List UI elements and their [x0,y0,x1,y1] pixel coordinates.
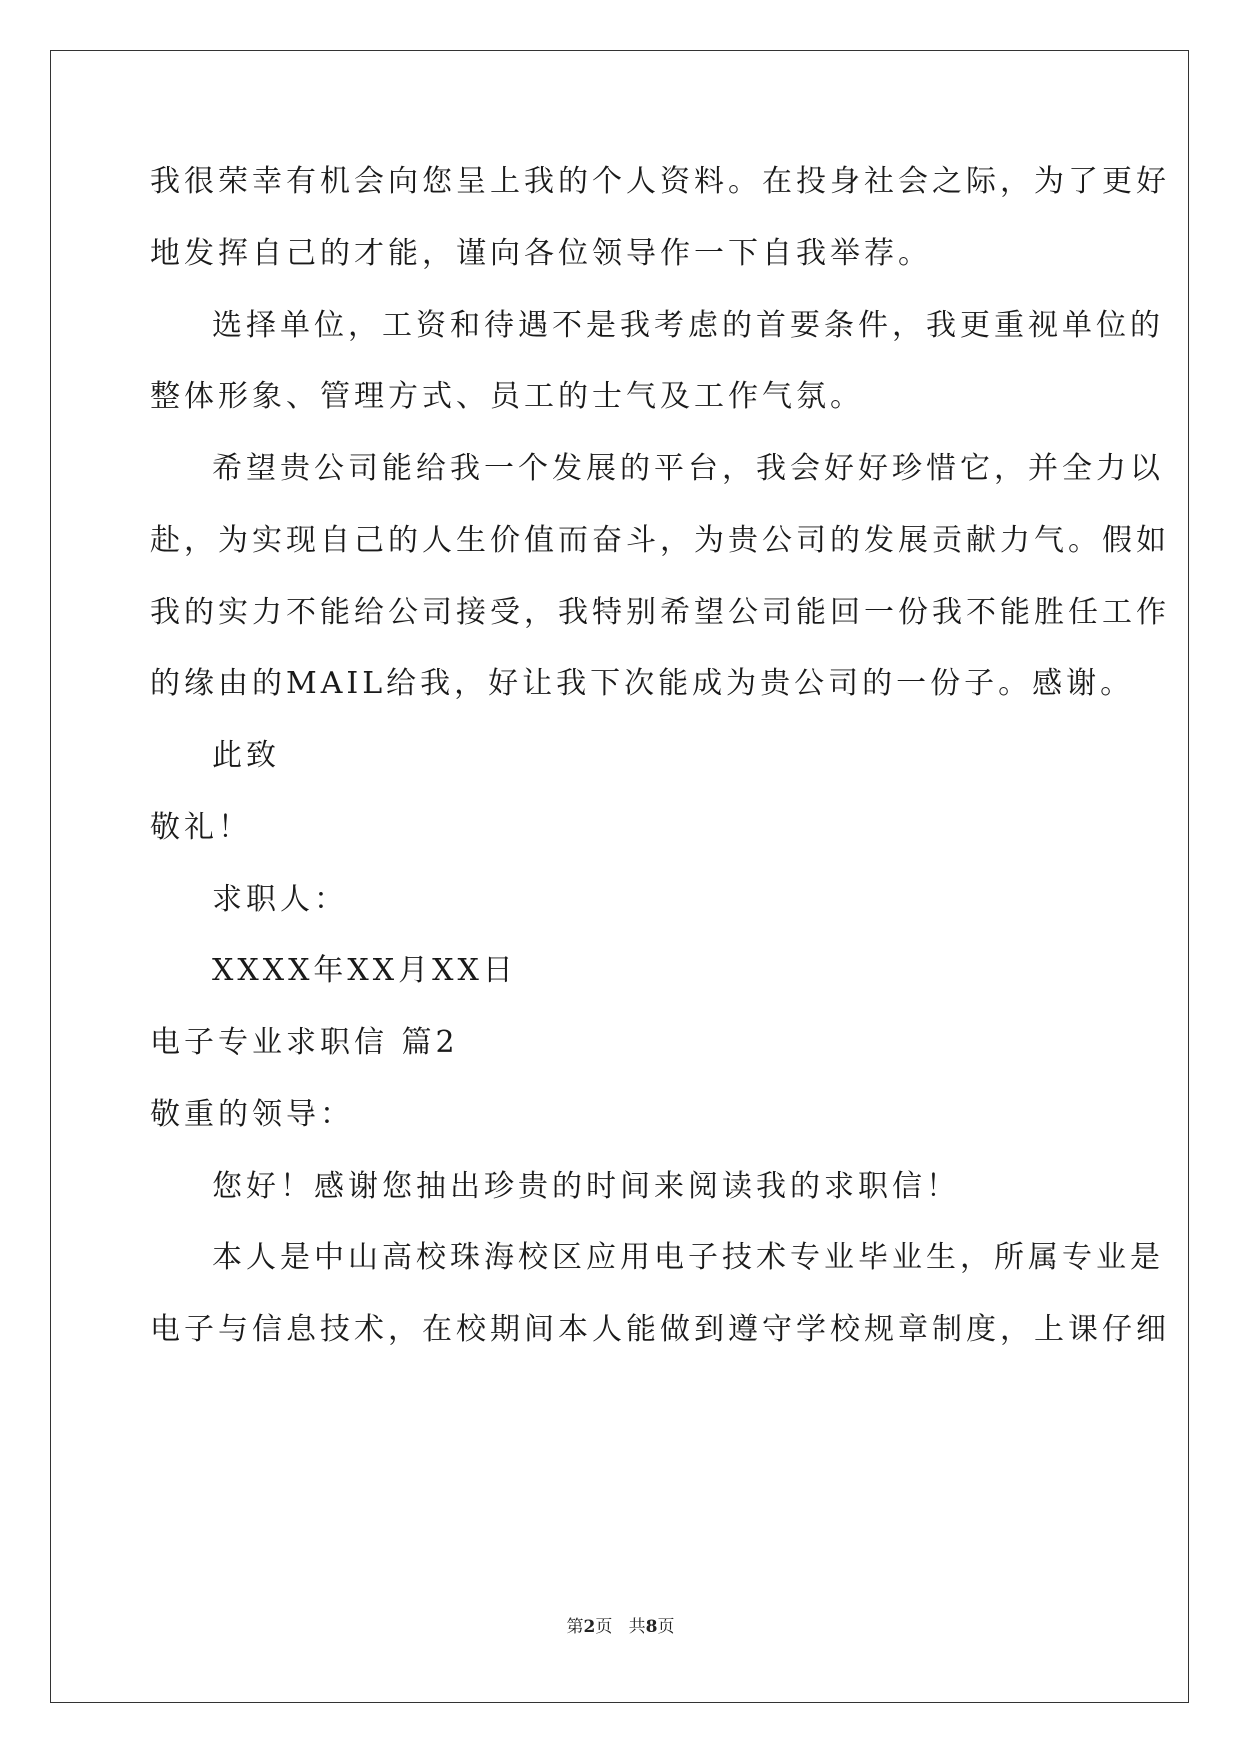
applicant-label: 求职人： [212,882,348,917]
closing-regards: 敬礼！ [150,810,252,845]
paragraph-line: 我很荣幸有机会向您呈上我的个人资料。在投身社会之际，为了更好 [150,164,1170,199]
paragraph-line: 希望贵公司能给我一个发展的平台，我会好好珍惜它，并全力以 [212,451,1164,486]
date-line: XXXX年XX月XX日 [212,953,517,988]
paragraph-line: 地发挥自己的才能，谨向各位领导作一下自我举荐。 [150,236,932,271]
section-heading: 电子专业求职信 篇2 [150,1025,459,1060]
paragraph-line: 的缘由的MAIL给我，好让我下次能成为贵公司的一份子。感谢。 [150,666,1135,701]
total-page-number: 8 [645,1617,658,1637]
page-footer [0,1612,1241,1637]
current-page-number: 2 [583,1617,596,1637]
paragraph-line: 选择单位，工资和待遇不是我考虑的首要条件，我更重视单位的 [212,308,1164,343]
paragraph-line: 本人是中山高校珠海校区应用电子技术专业毕业生，所属专业是 [212,1240,1164,1275]
paragraph-line: 电子与信息技术，在校期间本人能做到遵守学校规章制度，上课仔细 [150,1312,1170,1347]
paragraph-line: 整体形象、管理方式、员工的士气及工作气氛。 [150,379,864,414]
greeting: 敬重的领导： [150,1097,354,1132]
paragraph-line: 您好！感谢您抽出珍贵的时间来阅读我的求职信！ [212,1169,960,1204]
paragraph-line: 我的实力不能给公司接受，我特别希望公司能回一份我不能胜任工作 [150,595,1170,630]
page-border [50,50,1189,1703]
closing-salutation: 此致 [212,738,280,773]
footer-middle: 页 共 [595,1617,646,1637]
paragraph-line: 赴，为实现自己的人生价值而奋斗，为贵公司的发展贡献力气。假如 [150,523,1170,558]
footer-prefix: 第 [566,1617,584,1637]
footer-suffix: 页 [657,1617,675,1637]
